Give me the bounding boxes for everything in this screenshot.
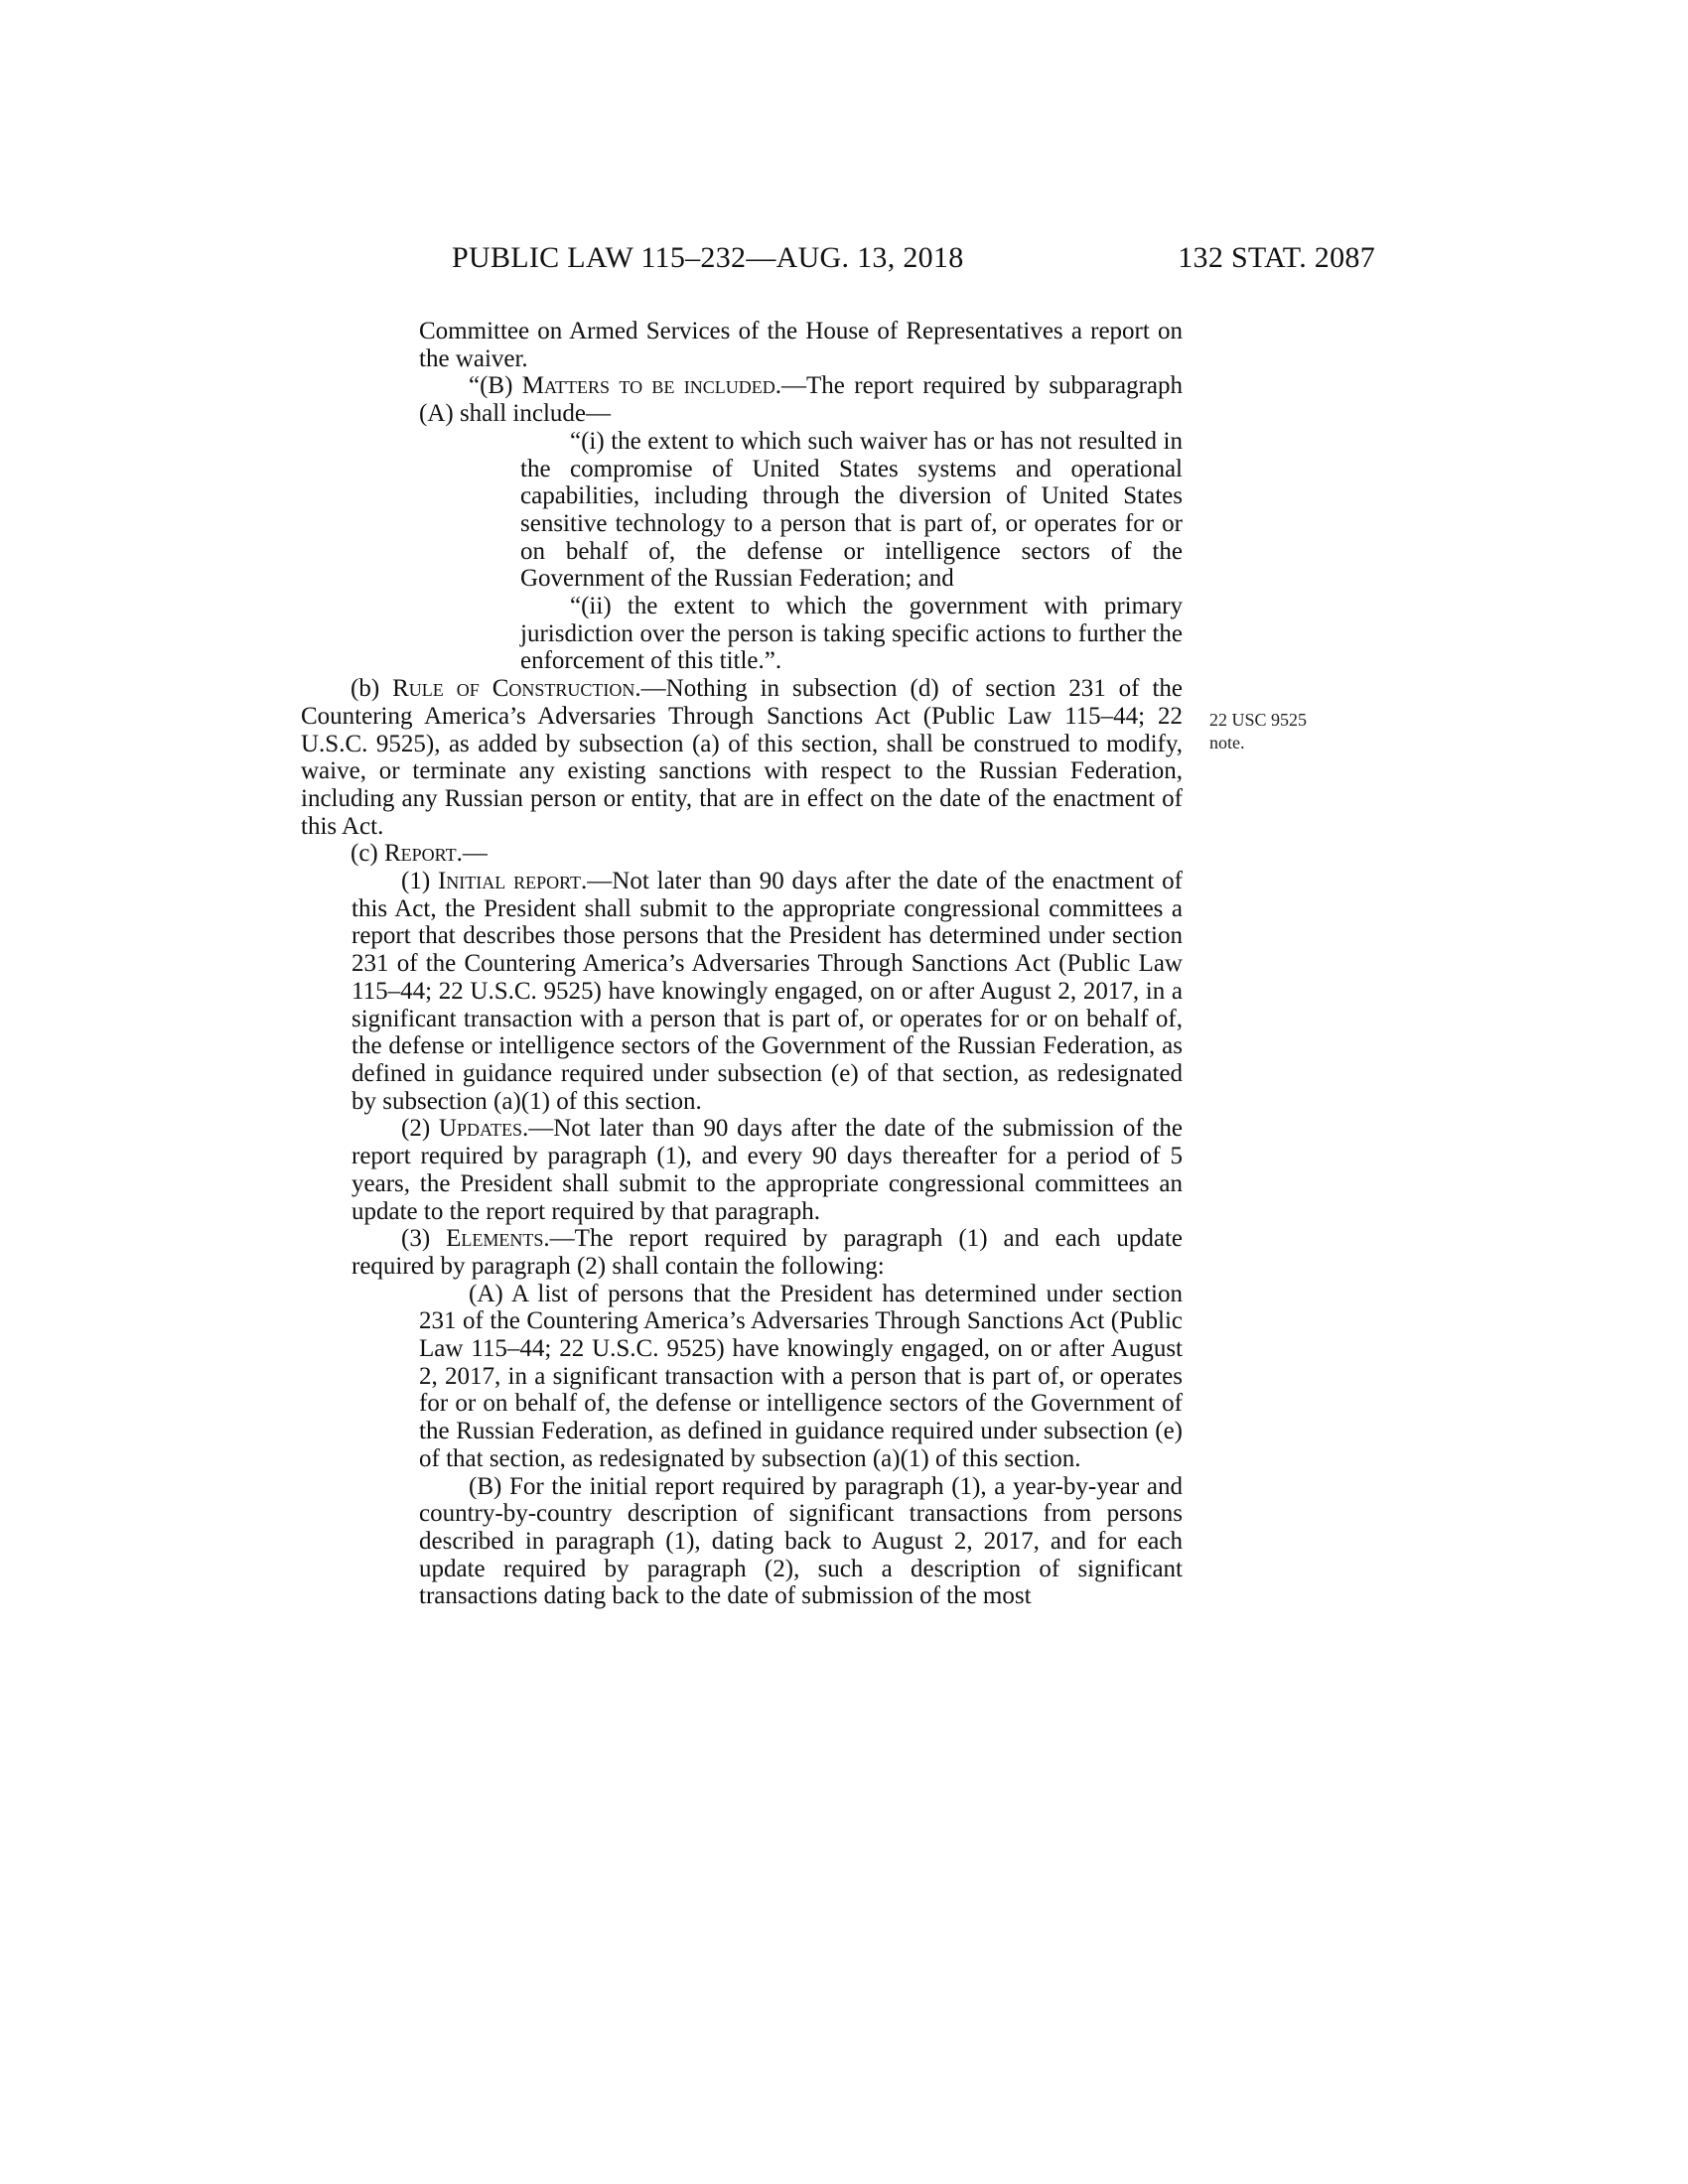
paragraph-text: .—The report required by paragraph (1) and each update required by paragraph (2) shall contain the following: [352, 1225, 1183, 1280]
subparagraph-c3B: (B) For the initial report required by paragraph (1), a year-by-year and country-by-country description of significant transactions from persons described in paragraph (1), dating back to August 2, 2017, and for each update required by paragraph (2), such a description of significant transactions dating back to the date of submission of the most [419, 1472, 1183, 1610]
paragraph-lead: (1) [401, 868, 438, 895]
paragraph-text: .—Not later than 90 days after the date of the enactment of this Act, the President shall submit to the appropriate congressional committees a report that describes those persons that the President has determined under section 231 of the Countering America’s Adversaries Through Sanctions Act (Public Law 115–44; 22 U.S.C. 9525) have knowingly engaged, on or after August 2, 2017, in a significant transaction with a person that is part of, or operates for or on behalf of, the defense or intelligence sectors of the Government of the Russian Federation, as defined in guidance required under subsection (e) of that section, as redesignated by subsection (a)(1) of this section. [352, 868, 1183, 1115]
header-law-citation: PUBLIC LAW 115–232—AUG. 13, 2018 [452, 241, 964, 274]
paragraph-lead: (3) [401, 1225, 447, 1253]
paragraph-c1 [301, 868, 1183, 1115]
clause-B-ii: “(ii) the extent to which the government with primary jurisdiction over the person is taking specific actions to further the enforcement of this title.”. [520, 593, 1183, 675]
paragraph-c3 [301, 1225, 1183, 1280]
paragraph-heading: Matters to be included [521, 372, 775, 400]
margin-note-label: note. [1209, 733, 1245, 752]
paragraph-heading: Elements [446, 1225, 544, 1253]
paragraph-c2 [301, 1115, 1183, 1225]
paragraph-text: .—The report required by subparagraph (A) shall include— [419, 372, 1183, 428]
subsection-c [301, 840, 1183, 868]
paragraph-text: .—Not later than 90 days after the date of the submission of the report required by paragraph (1), and every 90 days thereafter for a period of 5 years, the President shall submit to the appropriate congressional committees an update to the report required by that paragraph. [352, 1115, 1183, 1225]
paragraph-lead: “(B) [469, 372, 522, 400]
paragraph-heading: Report [384, 840, 457, 868]
body-text [301, 318, 1183, 1610]
margin-note [1209, 709, 1329, 754]
margin-note-citation: 22 USC 9525 [1209, 710, 1308, 730]
paragraph-text: .—Nothing in subsection (d) of section 231 of the Countering America’s Adversaries Through Sanctions Act (Public Law 115–44; 22 U.S.C. 9525), as added by subsection (a) of this section, shall be construed to modify, waive, or terminate any existing sanctions with respect to the Russian Federation, including any Russian person or entity, that are in effect on the date of the enactment of this Act. [301, 675, 1183, 840]
paragraph-continuation: Committee on Armed Services of the House of Representatives a report on the waiver. [419, 318, 1183, 372]
paragraph-B [301, 372, 1183, 427]
running-header [452, 238, 1375, 278]
paragraph-text: .— [456, 840, 488, 868]
header-page-number: 132 STAT. 2087 [1178, 241, 1375, 274]
paragraph-heading: Initial report [437, 868, 582, 895]
paragraph-heading: Rule of Construction [392, 675, 635, 703]
subsection-b [301, 675, 1183, 840]
subparagraph-c3A: (A) A list of persons that the President has determined under section 231 of the Countering America’s Adversaries Through Sanctions Act (Public Law 115–44; 22 U.S.C. 9525) have knowingly engaged, on or after August 2, 2017, in a significant transaction with a person that is part of, or operates for or on behalf of, the defense or intelligence sectors of the Government of the Russian Federation, as defined in guidance required under subsection (e) of that section, as redesignated by subsection (a)(1) of this section. [419, 1280, 1183, 1472]
paragraph-lead: (b) [351, 675, 393, 703]
paragraph-heading: Updates [438, 1115, 522, 1143]
clause-B-i: “(i) the extent to which such waiver has or has not resulted in the compromise of United States systems and operational capabilities, including through the diversion of United States sensitive technology to a person that is part of, or operates for or on behalf of, the defense or intelligence sectors of the Government of the Russian Federation; and [520, 427, 1183, 593]
paragraph-lead: (c) [351, 840, 384, 868]
paragraph-lead: (2) [401, 1115, 439, 1143]
